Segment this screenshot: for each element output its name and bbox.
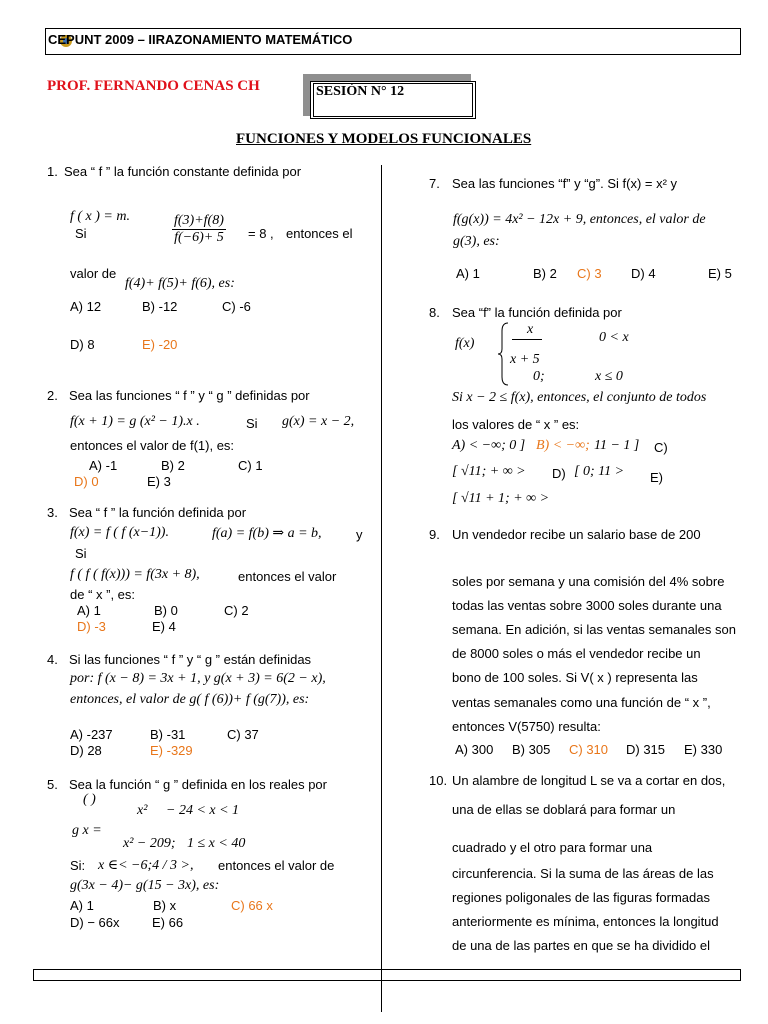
q4-option-d: D) 28	[70, 743, 102, 758]
q7-option-d: D) 4	[631, 266, 656, 281]
q5-option-d: D) − 66x	[70, 915, 120, 930]
q8-fx: f(x)	[455, 336, 475, 351]
q7-line1: f(g(x)) = 4x² − 12x + 9, entonces, el valor de	[453, 212, 706, 227]
q7-stem: Sea las funciones “f” y “g”. Si f(x) = x² y	[452, 176, 678, 191]
column-divider	[381, 165, 382, 1012]
q9-line-3: semana. En adición, si las ventas semanales son	[452, 622, 736, 637]
q5-gx: g x =	[72, 823, 102, 838]
q3-option-d-answer: D) -3	[77, 619, 106, 634]
q1-si: Si	[75, 226, 87, 241]
q7-option-b: B) 2	[533, 266, 557, 281]
q1-definition: f ( x ) = m.	[70, 209, 130, 224]
q8-line1: Si x − 2 ≤ f(x), entonces, el conjunto de todos	[452, 390, 707, 405]
q2-option-e: E) 3	[147, 474, 171, 489]
q8-case2b: x ≤ 0	[595, 369, 623, 384]
q10-line-5: anteriormente es mínima, entonces la longitud	[452, 914, 719, 929]
q5-option-e: E) 66	[152, 915, 184, 930]
q2-line1c: g(x) = x − 2,	[282, 414, 355, 429]
q1-frac-bot: f(−6)+ 5	[174, 230, 224, 245]
q8-case1c: 0 < x	[599, 330, 629, 345]
q5-option-a: A) 1	[70, 898, 94, 913]
q4-option-b: B) -31	[150, 727, 186, 742]
q9-option-d: D) 315	[626, 742, 666, 757]
q10-line-6: de una de las partes en que se ha dividido el	[452, 938, 711, 953]
q9-line-6: ventas semanales como una función de “ x ”,	[452, 695, 711, 710]
professor-name: PROF. FERNANDO CENAS CH	[47, 78, 260, 94]
q2-option-d-answer: D) 0	[74, 474, 99, 489]
q9-number: 9.	[429, 527, 440, 542]
q8-case1a: x	[527, 322, 534, 337]
q9-line-1: soles por semana y una comisión del 4% sobre	[452, 574, 725, 589]
q10-line-1: una de ellas se doblará para formar un	[452, 802, 676, 817]
q9-line-4: de 8000 soles o más el vendedor recibe un	[452, 646, 701, 661]
q9-option-c-answer: C) 310	[569, 742, 609, 757]
q8-option-b-value: 11 − 1 ]	[594, 438, 640, 453]
q2-line1b: Si	[246, 416, 258, 431]
page-title: FUNCIONES Y MODELOS FUNCIONALES	[236, 131, 532, 147]
header-title: CEPUNT 2009 – IIRAZONAMIENTO MATEMÁTICO	[48, 32, 353, 47]
session-label: SESIÓN N° 12	[316, 84, 405, 99]
q5-option-c-answer: C) 66 x	[231, 898, 273, 913]
footer-box	[33, 969, 741, 981]
q8-option-a: A) < −∞; 0 ]	[452, 438, 526, 453]
q1-stem: Sea “ f ” la función constante definida por	[64, 164, 302, 179]
q4-option-e-answer: E) -329	[150, 743, 193, 758]
q3-line2b: entonces el valor	[238, 569, 337, 584]
q8-option-b-answer: B) < −∞;	[536, 438, 590, 453]
q10-line-3: circunferencia. Si la suma de las áreas de las	[452, 866, 714, 881]
q8-option-e: E)	[650, 470, 663, 485]
q1-option-e-answer: E) -20	[142, 337, 178, 352]
q5-stem: Sea la función “ g ” definida en los reales por	[69, 777, 327, 792]
q2-stem: Sea las funciones “ f ” y “ g ” definidas por	[69, 388, 310, 403]
q5-number: 5.	[47, 777, 58, 792]
q1-option-b: B) -12	[142, 299, 178, 314]
q3-option-e: E) 4	[152, 619, 176, 634]
q2-line2: entonces el valor de f(1), es:	[70, 438, 235, 453]
q3-option-b: B) 0	[154, 603, 178, 618]
q2-option-a: A) -1	[89, 458, 118, 473]
q4-number: 4.	[47, 652, 58, 667]
q9-option-b: B) 305	[512, 742, 551, 757]
q9-line-2: todas las ventas sobre 3000 soles durante una	[452, 598, 722, 613]
q1-option-a: A) 12	[70, 299, 102, 314]
q9-line-7: entonces V(5750) resulta:	[452, 719, 601, 734]
q9-option-e: E) 330	[684, 742, 723, 757]
q2-option-c: C) 1	[238, 458, 263, 473]
q4-option-a: A) -237	[70, 727, 113, 742]
q8-option-e-value: [ √11 + 1; + ∞ >	[452, 491, 550, 506]
q8-line2: los valores de “ x ” es:	[452, 417, 580, 432]
q1-fraction	[172, 213, 226, 246]
q5-paren: ( )	[83, 792, 96, 807]
q1-option-c: C) -6	[222, 299, 251, 314]
q3-stem: Sea “ f ” la función definida por	[69, 505, 247, 520]
q8-case2a: 0;	[533, 369, 545, 384]
q5-case1b: − 24 < x < 1	[166, 803, 240, 818]
q7-option-c-answer: C) 3	[577, 266, 602, 281]
q8-brace	[496, 321, 510, 387]
q3-si: Si	[75, 546, 87, 561]
q5-line1b: x ∈< −6;4 / 3 >,	[98, 858, 194, 873]
q10-line-4: regiones poligonales de las figuras formadas	[452, 890, 710, 905]
q9-text: Un vendedor recibe un salario base de 200	[452, 527, 701, 542]
q1-value: valor de	[70, 266, 117, 281]
q3-line2a: f ( f ( f(x))) = f(3x + 8),	[70, 567, 200, 582]
q3-option-c: C) 2	[224, 603, 249, 618]
q1-frac-top: f(3)+f(8)	[174, 213, 224, 228]
q3-line3: de “ x ”, es:	[70, 587, 136, 602]
q8-option-c-value: [ √11; + ∞ >	[452, 464, 526, 479]
q9-line-0	[452, 527, 742, 542]
q7-line2: g(3), es:	[453, 234, 500, 249]
q8-option-d-value: [ 0; 11 >	[574, 464, 625, 479]
q3-line1a: f(x) = f ( f (x−1)).	[70, 525, 169, 540]
q4-stem: Si las funciones “ f ” y “ g ” están definidas	[69, 652, 312, 667]
q7-option-a: A) 1	[456, 266, 480, 281]
q1-option-d: D) 8	[70, 337, 95, 352]
q4-line1: por: f (x − 8) = 3x + 1, y g(x + 3) = 6(2 − x),	[70, 671, 326, 686]
q5-line1a: Si:	[70, 858, 86, 873]
q3-option-a: A) 1	[77, 603, 101, 618]
q1-number: 1.	[47, 164, 58, 179]
q8-stem: Sea “f” la función definida por	[452, 305, 622, 320]
q3-line1c: y	[356, 527, 363, 542]
q4-option-c: C) 37	[227, 727, 259, 742]
q3-number: 3.	[47, 505, 58, 520]
q5-option-b: B) x	[153, 898, 177, 913]
q2-line1a: f(x + 1) = g (x² − 1).x .	[70, 414, 200, 429]
q8-option-c: C)	[654, 440, 668, 455]
q5-case1a: x²	[137, 803, 148, 818]
q1-eq: = 8 ,	[248, 226, 274, 241]
q5-case2b: 1 ≤ x < 40	[187, 836, 246, 851]
q9-option-a: A) 300	[455, 742, 494, 757]
q7-number: 7.	[429, 176, 440, 191]
q2-option-b: B) 2	[161, 458, 185, 473]
q4-line2: entonces, el valor de g( f (6))+ f (g(7)), es:	[70, 692, 310, 707]
q7-option-e: E) 5	[708, 266, 732, 281]
q8-case1b: x + 5	[510, 352, 540, 367]
q8-option-d: D)	[552, 466, 566, 481]
q5-case2a: x² − 209;	[123, 836, 176, 851]
q5-line1c: entonces el valor de	[218, 858, 335, 873]
q10-line-0: Un alambre de longitud L se va a cortar en dos,	[452, 773, 726, 788]
q1-expression: f(4)+ f(5)+ f(6), es:	[125, 276, 235, 291]
q3-line1b: f(a) = f(b) ⇒ a = b,	[212, 526, 322, 541]
q1-then: entonces el	[286, 226, 353, 241]
q10-line-2: cuadrado y el otro para formar una	[452, 840, 653, 855]
q9-line-5: bono de 100 soles. Si V( x ) representa las	[452, 670, 698, 685]
q5-line2: g(3x − 4)− g(15 − 3x), es:	[70, 878, 220, 893]
q10-number: 10.	[429, 773, 448, 788]
q2-number: 2.	[47, 388, 58, 403]
q8-frac-line	[512, 339, 542, 340]
q8-number: 8.	[429, 305, 440, 320]
